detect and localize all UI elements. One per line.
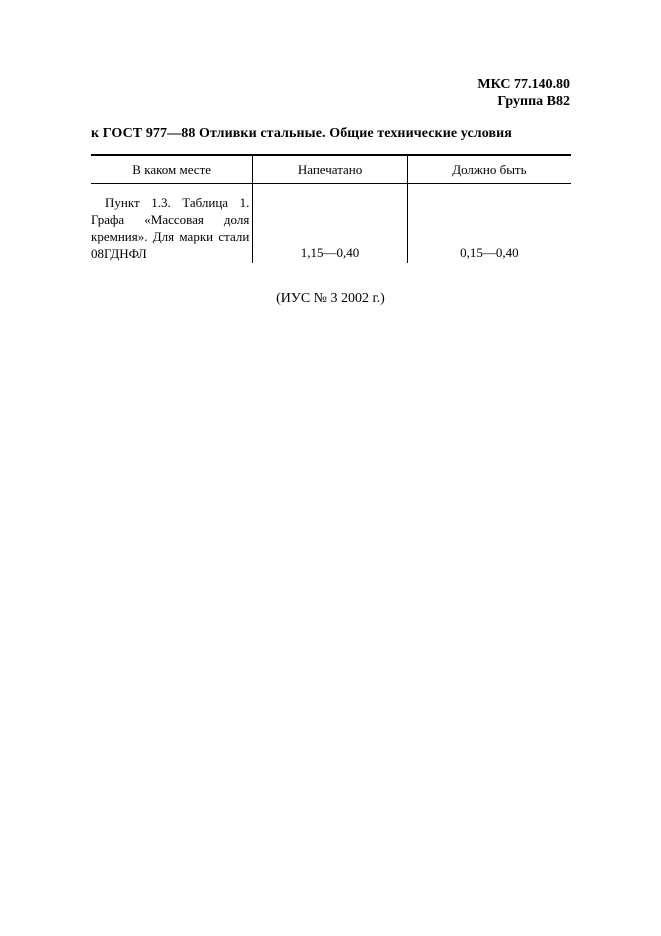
page-title: к ГОСТ 977—88 Отливки стальные. Общие технические условия [91,126,512,141]
cell-printed: 1,15—0,40 [253,184,407,264]
errata-table [91,154,571,263]
table-header-row [91,155,571,184]
cell-should-be: 0,15—0,40 [460,245,519,260]
table-row [91,184,571,264]
cell-location [91,184,253,264]
column-header-printed: Напечатано [253,155,407,184]
source-reference: (ИУС № 3 2002 г.) [276,291,385,306]
column-header-location: В каком месте [91,155,253,184]
document-codes [477,76,570,110]
group-code: Группа В82 [497,94,570,109]
column-header-should-be: Должно быть [407,155,571,184]
mks-code: МКС 77.140.80 [477,77,570,92]
cell-location-text: Пункт 1.3. Таблица 1. Графа «Массовая доля кремния». Для марки стали 08ГДНФЛ [91,195,250,261]
